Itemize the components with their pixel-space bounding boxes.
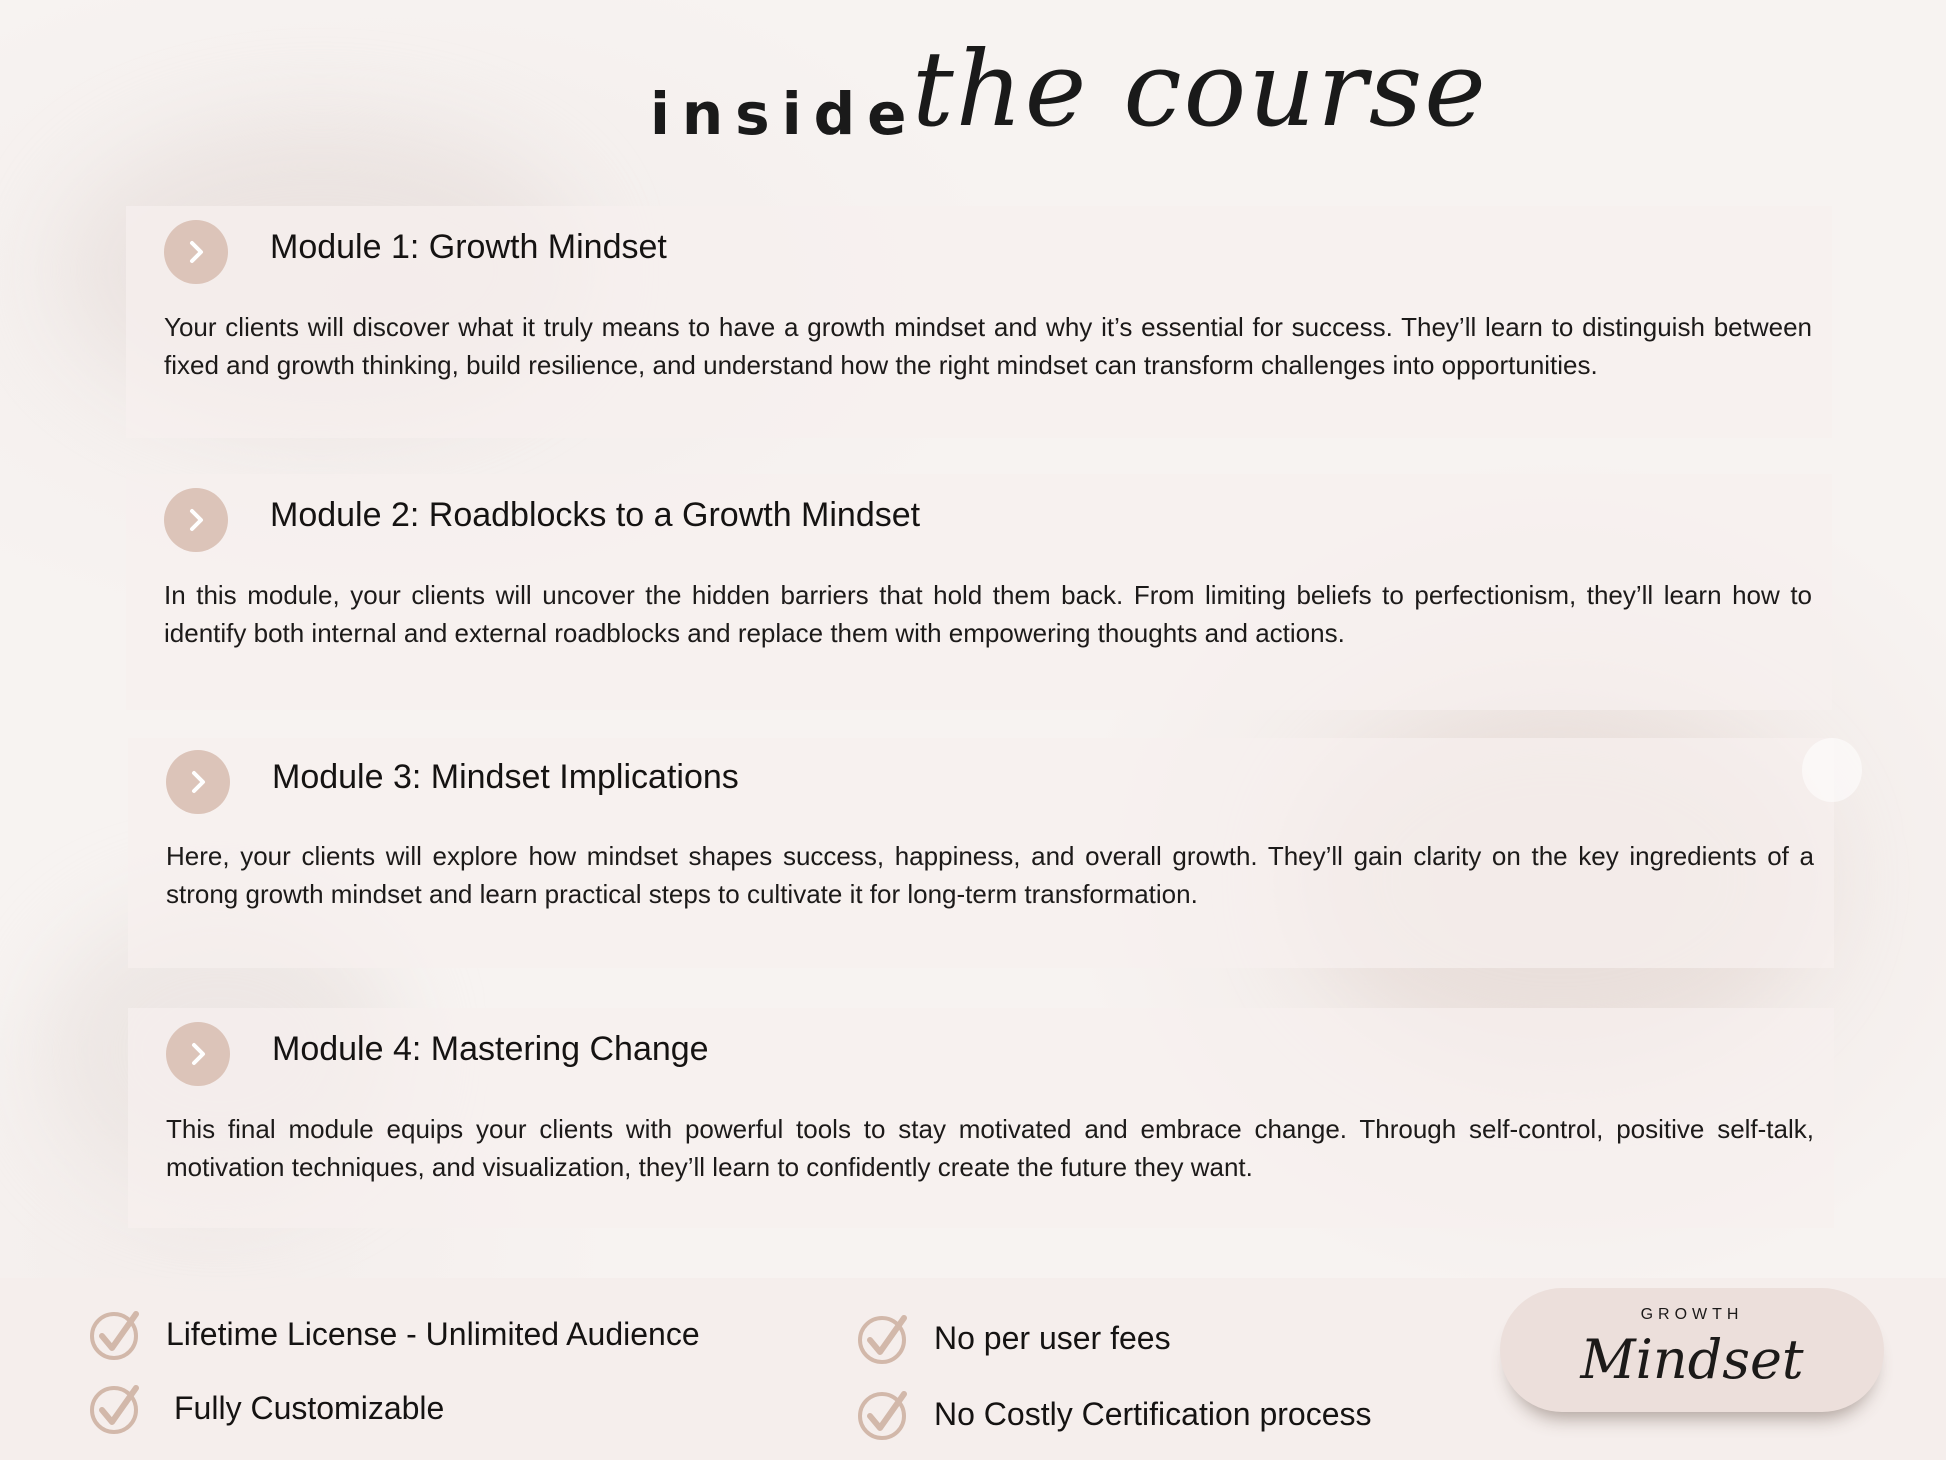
chevron-right-icon (166, 750, 230, 814)
feature-label: No per user fees (934, 1319, 1171, 1356)
growth-mindset-logo (1500, 1288, 1884, 1412)
feature-label: Fully Customizable (174, 1389, 445, 1426)
checkmark-icon (856, 1310, 912, 1366)
feature-item (856, 1386, 1371, 1442)
feature-item (856, 1310, 1171, 1366)
module-description: This final module equips your clients with powerful tools to stay motivated and embrace change. Through self-control, positive self-talk, motivation techniques, and visualization, they’ll learn to confidently create the future they want. (166, 1114, 1814, 1182)
chevron-right-icon (164, 488, 228, 552)
page-title (0, 18, 1946, 188)
module-description: Here, your clients will explore how mindset shapes success, happiness, and overall growth. They’ll gain clarity on the key ingredients of a strong growth mindset and learn practical steps to cultivate it for long-term transformation. (166, 841, 1814, 909)
checkmark-icon (856, 1386, 912, 1442)
module-title: Module 2: Roadblocks to a Growth Mindset (270, 496, 921, 534)
logo-top-text: GROWTH (1640, 1306, 1744, 1323)
module-title: Module 4: Mastering Change (272, 1030, 709, 1068)
module-card (128, 738, 1834, 968)
checkmark-icon (88, 1306, 144, 1362)
module-card (128, 1008, 1834, 1228)
chevron-right-icon (164, 220, 228, 284)
module-description: Your clients will discover what it truly means to have a growth mindset and why it’s essential for success. They’ll learn to distinguish between fixed and growth thinking, build resilience, and understand how the right mindset can transform challenges into opportunities. (164, 312, 1812, 380)
chevron-right-icon (166, 1022, 230, 1086)
feature-label: Lifetime License - Unlimited Audience (166, 1315, 700, 1352)
module-title: Module 1: Growth Mindset (270, 228, 667, 266)
feature-item (88, 1380, 444, 1436)
module-card (126, 474, 1832, 710)
checkmark-icon (88, 1380, 144, 1436)
title-script: the course (912, 28, 1488, 150)
module-title: Module 3: Mindset Implications (272, 758, 739, 796)
logo-script-text: Mindset (1580, 1328, 1804, 1391)
title-word: inside (650, 80, 919, 148)
faded-circle-decoration (1802, 738, 1862, 802)
feature-label: No Costly Certification process (934, 1395, 1372, 1432)
module-description: In this module, your clients will uncover the hidden barriers that hold them back. From limiting beliefs to perfectionism, they’ll learn how to identify both internal and external roadblocks and replace them with empowering thoughts and actions. (164, 580, 1812, 648)
module-card (126, 206, 1832, 438)
feature-item (88, 1306, 700, 1362)
